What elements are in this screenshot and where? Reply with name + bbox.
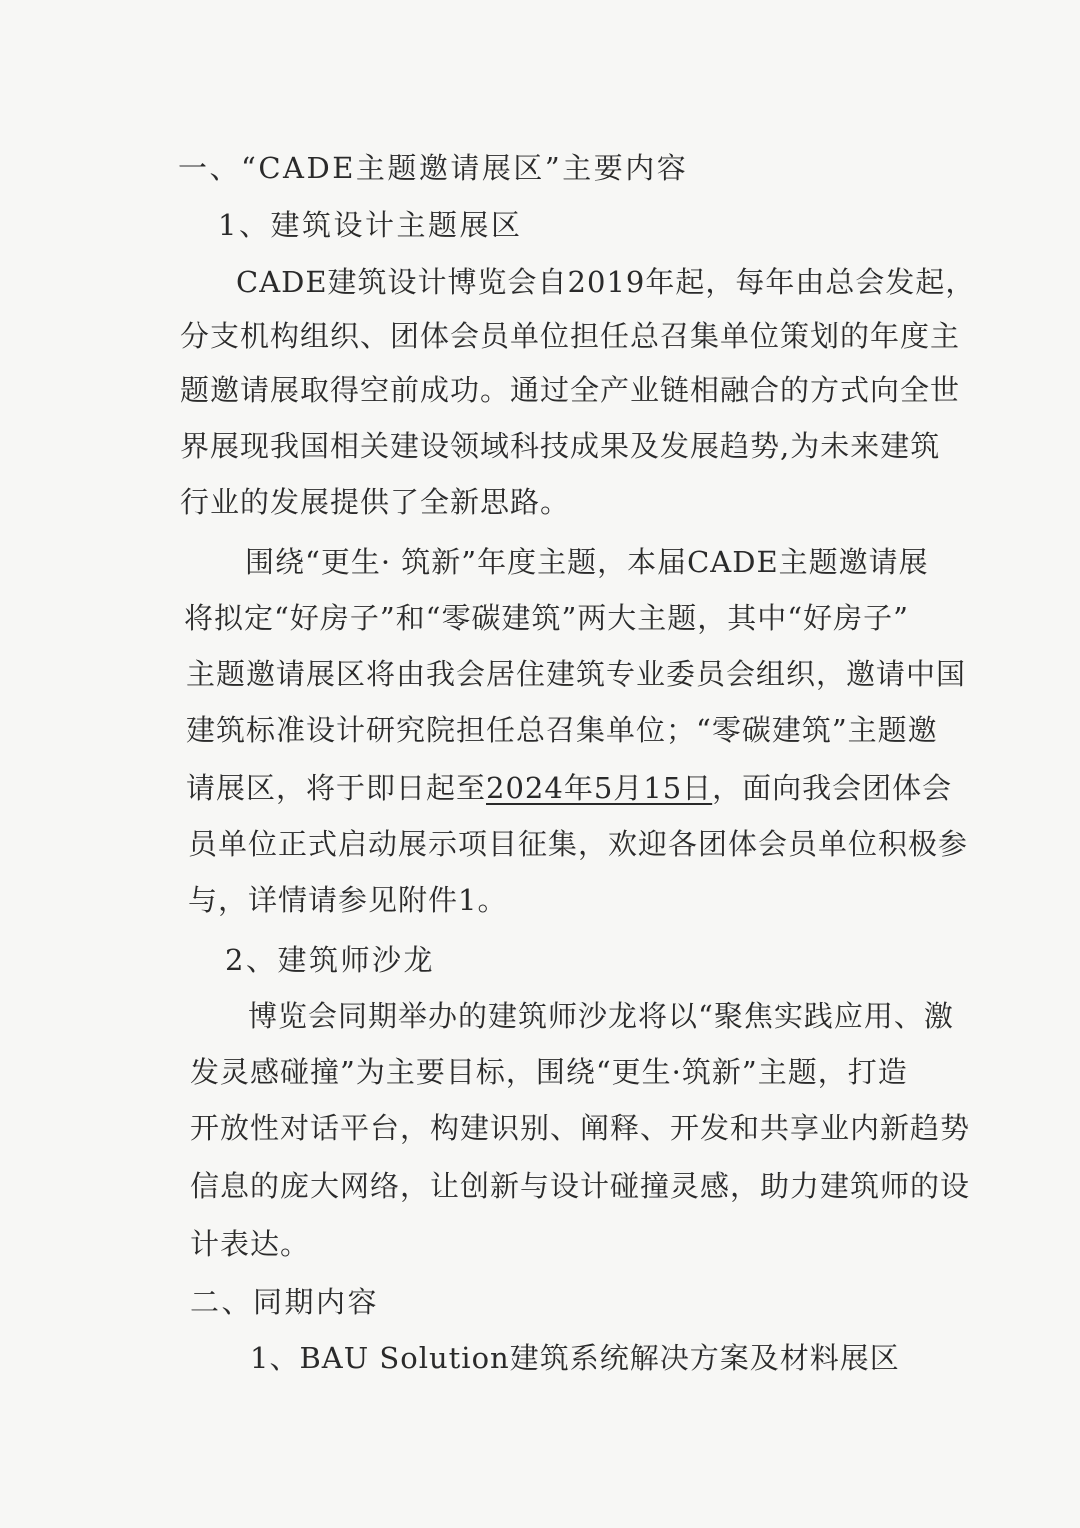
paragraph-line: 将拟定“好房子”和“零碳建筑”两大主题，其中“好房子” — [184, 601, 909, 635]
paragraph-line: 博览会同期举办的建筑师沙龙将以“聚焦实践应用、激 — [248, 999, 954, 1033]
paragraph-line: 与，详情请参见附件1。 — [188, 883, 508, 917]
paragraph-line: 员单位正式启动展示项目征集，欢迎各团体会员单位积极参 — [188, 827, 969, 861]
deadline-suffix: ，面向我会团体会 — [712, 771, 953, 805]
subsection-2-1-heading: 1、BAU Solution建筑系统解决方案及材料展区 — [250, 1341, 900, 1375]
deadline-date: 2024年5月15日 — [486, 771, 713, 805]
paragraph-line: 信息的庞大网络，让创新与设计碰撞灵感，助力建筑师的设 — [190, 1169, 971, 1203]
paragraph-line: 分支机构组织、团体会员单位担任总召集单位策划的年度主 — [180, 319, 961, 353]
paragraph-line: 题邀请展取得空前成功。通过全产业链相融合的方式向全世 — [180, 373, 961, 407]
paragraph-line: 围绕“更生· 筑新”年度主题，本届CADE主题邀请展 — [245, 545, 929, 579]
paragraph-line-deadline — [186, 768, 952, 808]
paragraph-line: CADE建筑设计博览会自2019年起，每年由总会发起， — [236, 265, 976, 299]
paragraph-line: 计表达。 — [190, 1227, 311, 1261]
subsection-1-2-heading: 2、建筑师沙龙 — [225, 943, 435, 977]
section-2-heading: 二、同期内容 — [190, 1285, 380, 1319]
paragraph-line: 界展现我国相关建设领域科技成果及发展趋势,为未来建筑 — [180, 429, 941, 463]
subsection-1-1-heading: 1、建筑设计主题展区 — [218, 208, 523, 242]
paragraph-line: 行业的发展提供了全新思路。 — [180, 485, 571, 519]
paragraph-line: 建筑标准设计研究院担任总召集单位；“零碳建筑”主题邀 — [186, 713, 938, 747]
paragraph-line: 开放性对话平台，构建识别、阐释、开发和共享业内新趋势 — [190, 1111, 971, 1145]
deadline-prefix: 请展区，将于即日起至 — [186, 771, 487, 805]
paragraph-line: 主题邀请展区将由我会居住建筑专业委员会组织，邀请中国 — [186, 657, 967, 691]
paragraph-line: 发灵感碰撞”为主要目标，围绕“更生·筑新”主题，打造 — [190, 1055, 908, 1089]
section-1-heading: 一、“CADE主题邀请展区”主要内容 — [178, 151, 689, 185]
